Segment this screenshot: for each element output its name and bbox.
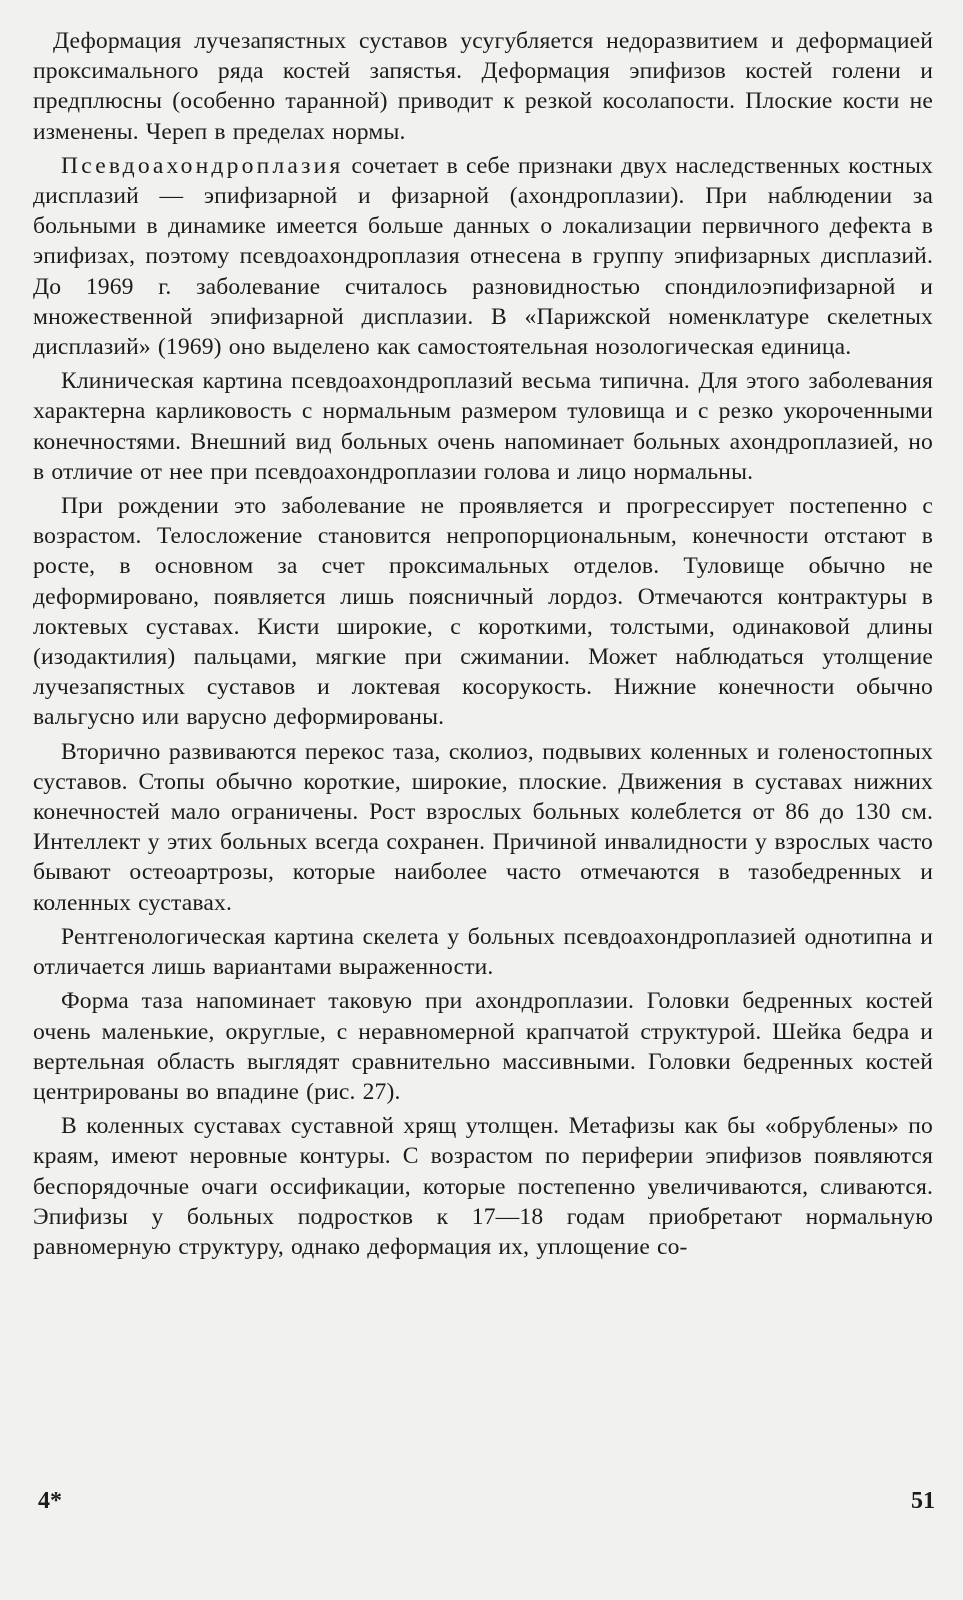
paragraph-progression: При рождении это заболевание не проявляется и прогрессирует постепенно с возрастом. Телосложение становится непропорциональным, конечности отстают в росте, в основном за счет проксимальных отделов. Туловище обычно не деформировано, появляется лишь поясничный лордоз. Отмечаются контрактуры в локтевых суставах. Кисти широкие, с короткими, толстыми, одинаковой длины (изодактилия) пальцами, мягкие при сжимании. Может наблюдаться утолщение лучезапястных суставов и локтевая косорукость. Нижние конечности обычно вальгусно или варусно деформированы.	[33, 493, 933, 731]
paragraph-pseudoachondroplasia-definition	[33, 151, 933, 362]
page-number: 51	[911, 1488, 935, 1514]
paragraph-definition-text: сочетает в себе признаки двух наследственных костных дисплазий — эпифизарной и физарной (ахондроплазии). При наблюдении за больными в динамике имеется больше данных о локализации первичного дефекта в эпифизах, поэтому псевдоахондроплазия отнесена в группу эпифизарных дисплазий. До 1969 г. заболевание считалось разновидностью спондилоэпифизарной и множественной эпифизарной дисплазии. В «Парижской номенклатуре скелетных дисплазий» (1969) оно выделено как самостоятельная нозологическая единица.	[33, 152, 933, 361]
page-text-body	[33, 26, 933, 1266]
paragraph-secondary-changes: Вторично развиваются перекос таза, сколиоз, подвывих коленных и голеностопных суставов. Стопы обычно короткие, широкие, плоские. Движения в суставах нижних конечностей мало ограничены. Рост взрослых больных колеблется от 86 до 130 см. Интеллект у этих больных всегда сохранен. Причиной инвалидности у взрослых часто бывают остеоартрозы, которые наиболее часто отмечаются в тазобедренных и коленных суставах.	[33, 738, 933, 916]
page-footer	[38, 1488, 935, 1528]
term-pseudoachondroplasia: Псевдоахондроплазия	[61, 152, 344, 179]
paragraph-wrist-deformation: Деформация лучезапястных суставов усугубляется недоразвитием и деформацией проксимального ряда костей запястья. Деформация эпифизов костей голени и предплюсны (особенно таранной) приводит к резкой косолапости. Плоские кости не изменены. Череп в пределах нормы.	[33, 28, 933, 145]
paragraph-clinical-picture: Клиническая картина псевдоахондроплазий весьма типична. Для этого заболевания характерна карликовость с нормальным размером туловища и с резко укороченными конечностями. Внешний вид больных очень напоминает больных ахондроплазией, но в отличие от нее при псевдоахондроплазии голова и лицо нормальны.	[33, 368, 933, 485]
paragraph-knee-joints: В коленных суставах суставной хрящ утолщен. Метафизы как бы «обрублены» по краям, имеют неровные контуры. С возрастом по периферии эпифизов появляются беспорядочные очаги оссификации, которые постепенно увеличиваются, сливаются. Эпифизы у больных подростков к 17—18 годам приобретают нормальную равномерную структуру, однако деформация их, уплощение со-	[33, 1113, 933, 1260]
paragraph-pelvis-shape: Форма таза напоминает таковую при ахондроплазии. Головки бедренных костей очень маленькие, округлые, с неравномерной крапчатой структурой. Шейка бедра и вертельная область выглядят сравнительно массивными. Головки бедренных костей центрированы во впадине (рис. 27).	[33, 988, 933, 1105]
printer-signature-mark: 4*	[38, 1488, 62, 1514]
paragraph-radiological-picture: Рентгенологическая картина скелета у больных псевдоахондроплазией однотипна и отличается лишь вариантами выраженности.	[33, 923, 933, 981]
